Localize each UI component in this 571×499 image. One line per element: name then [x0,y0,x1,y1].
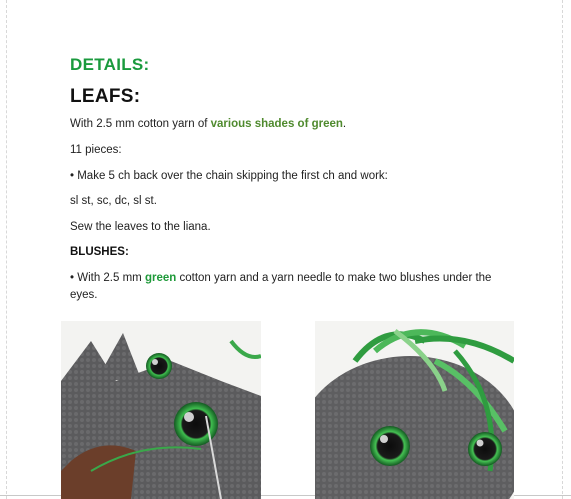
yarn-paragraph [70,116,500,133]
green-hair-illustration [315,321,514,499]
blushes-text-end: cotton yarn and a yarn needle to make two blushes under the eyes. [70,272,492,301]
pieces-paragraph: 11 pieces: [70,144,122,156]
green-hair-photo [315,321,514,499]
blushes-heading: BLUSHES: [70,246,129,258]
cat-eye-illustration [61,321,261,499]
blushes-paragraph [70,270,500,304]
blushes-text: • With 2.5 mm [70,272,145,284]
yarn-period: . [342,118,347,130]
section-heading: DETAILS: [70,55,150,74]
stitches-paragraph: sl st, sc, dc, sl st. [70,195,157,207]
sew-paragraph: Sew the leaves to the liana. [70,221,211,233]
yarn-text: With 2.5 mm cotton yarn of [70,118,211,130]
step-paragraph: • Make 5 ch back over the chain skipping the first ch and work: [70,170,388,182]
blushes-accent: green [144,272,177,284]
yarn-accent: various shades of green [210,118,343,130]
cat-eye-photo [61,321,261,499]
page-title: LEAFS: [70,86,141,107]
